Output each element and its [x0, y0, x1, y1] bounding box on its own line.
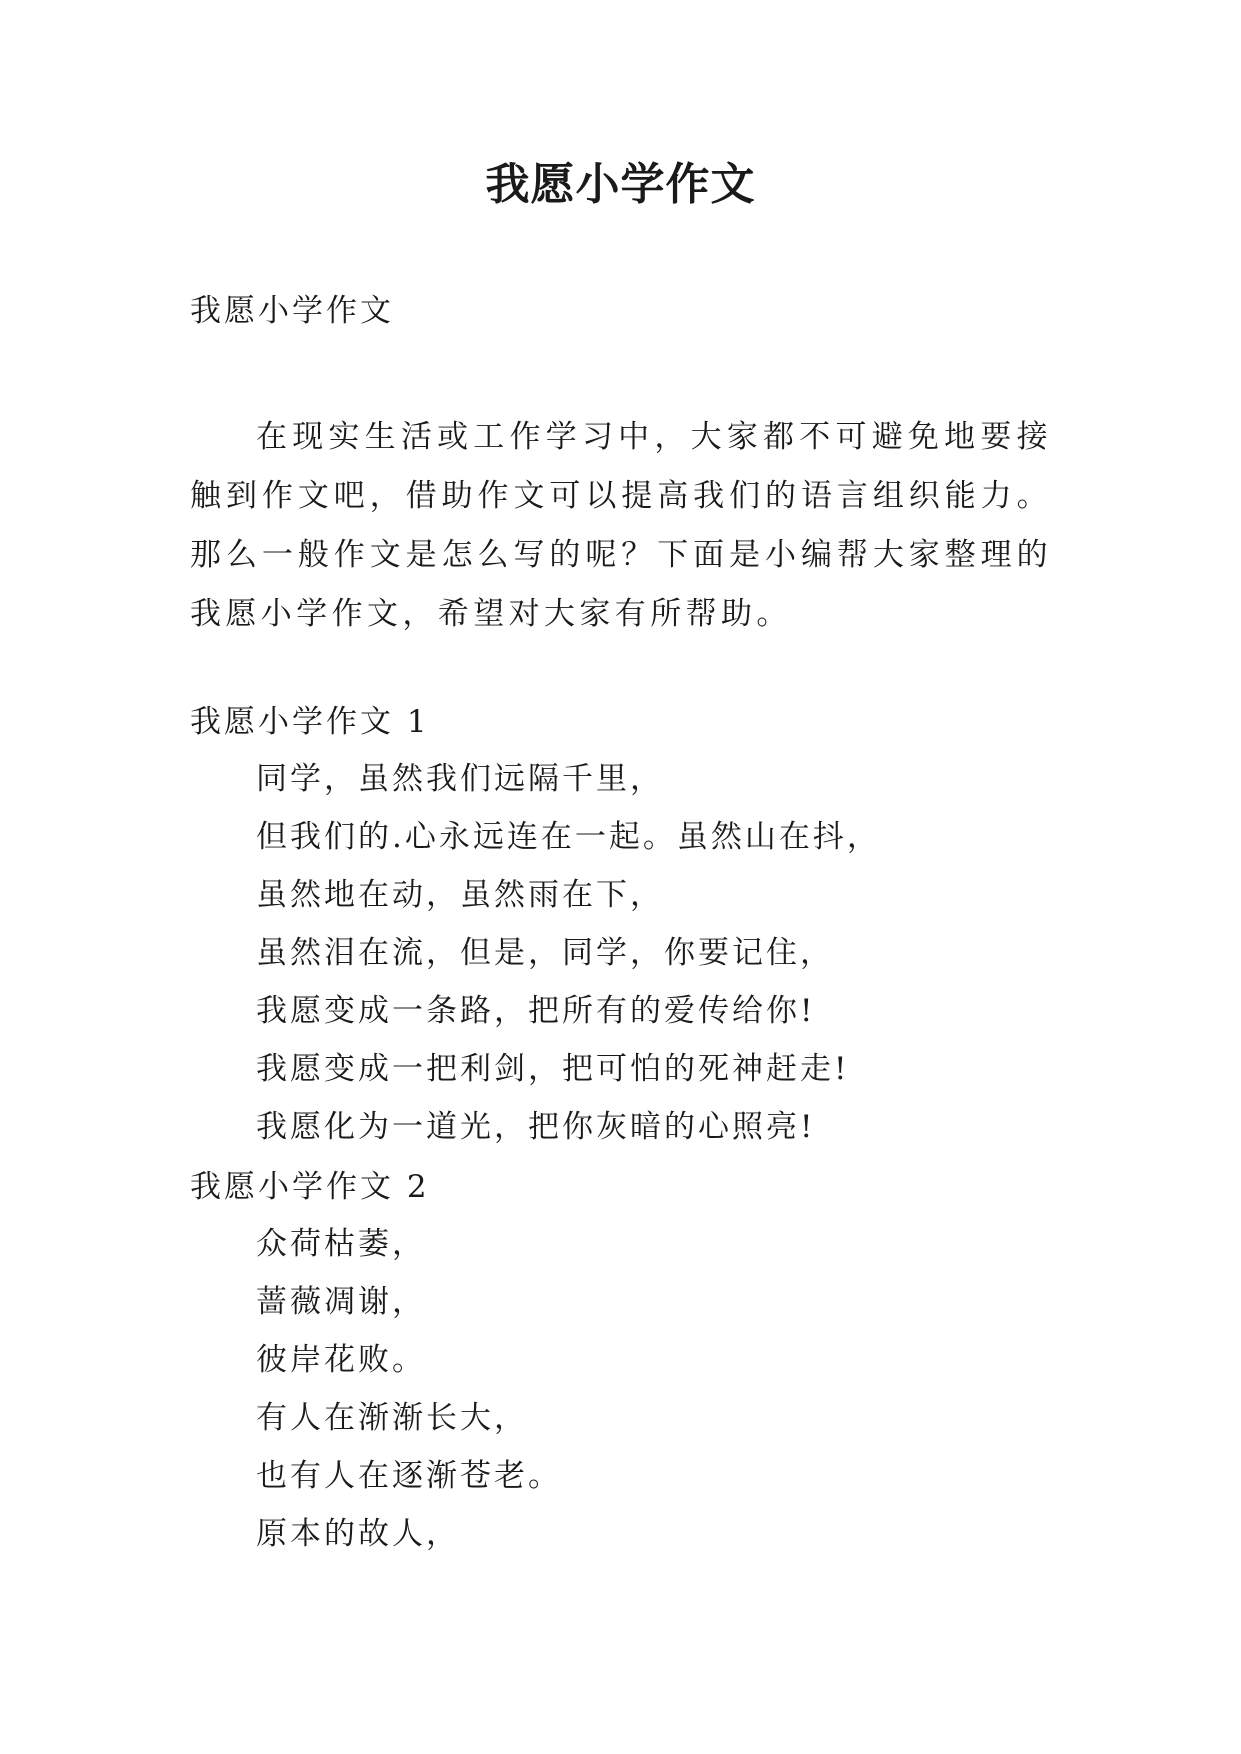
poem-line: 但我们的.心永远连在一起。虽然山在抖， [256, 819, 881, 855]
section-1-poem [256, 757, 881, 1163]
section-1-heading: 我愿小学作文 1 [190, 704, 430, 740]
poem-line: 众荷枯萎， [256, 1226, 426, 1262]
section-2-poem [256, 1222, 562, 1570]
poem-line: 同学，虽然我们远隔千里， [256, 761, 664, 797]
poem-line: 原本的故人， [256, 1516, 460, 1552]
document-subtitle: 我愿小学作文 [190, 293, 394, 329]
poem-line: 也有人在逐渐苍老。 [256, 1458, 562, 1494]
poem-line: 我愿变成一把利剑，把可怕的死神赶走! [256, 1051, 850, 1087]
section-2-heading: 我愿小学作文 2 [190, 1169, 430, 1205]
poem-line: 蔷薇凋谢， [256, 1284, 426, 1320]
poem-line: 我愿化为一道光，把你灰暗的心照亮! [256, 1109, 816, 1145]
poem-line: 我愿变成一条路，把所有的爱传给你! [256, 993, 816, 1029]
poem-line: 虽然地在动，虽然雨在下， [256, 877, 664, 913]
document-title: 我愿小学作文 [485, 159, 756, 210]
intro-paragraph: 在现实生活或工作学习中，大家都不可避免地要接触到作文吧，借助作文可以提高我们的语言组织能力。那么一般作文是怎么写的呢？下面是小编帮大家整理的我愿小学作文，希望对大家有所帮助。 [190, 419, 1052, 632]
poem-line: 彼岸花败。 [256, 1342, 426, 1378]
poem-line: 有人在渐渐长大， [256, 1400, 528, 1436]
poem-line: 虽然泪在流，但是，同学，你要记住， [256, 935, 834, 971]
